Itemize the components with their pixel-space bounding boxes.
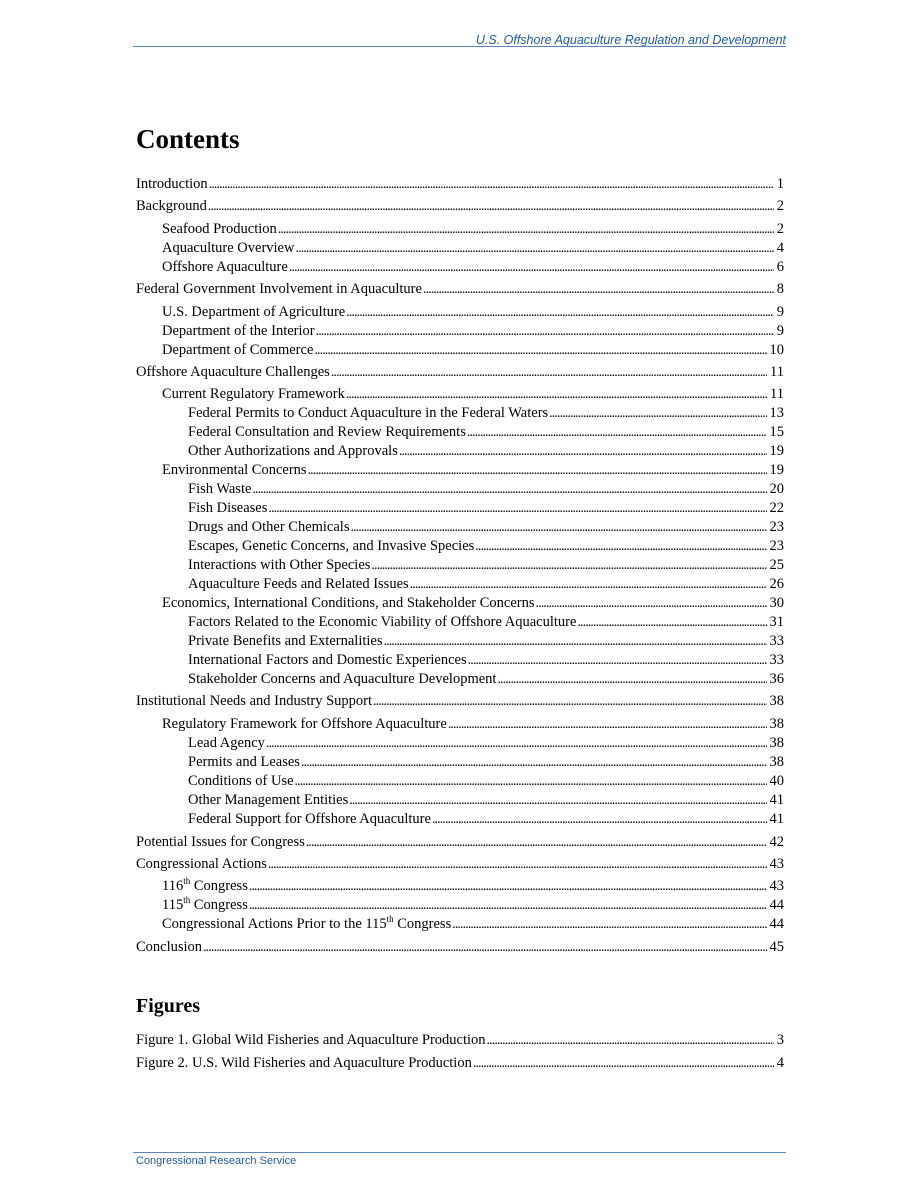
- figure-entry-2[interactable]: Figure 2. U.S. Wild Fisheries and Aquaculture Production . . . 4: [136, 1054, 784, 1073]
- dot-leader: [331, 363, 767, 382]
- running-header: U.S. Offshore Aquaculture Regulation and Development: [475, 33, 786, 47]
- dot-leader: [487, 1031, 774, 1050]
- toc-entry-consultation-review[interactable]: Federal Consultation and Review Requirements . . . 15: [188, 423, 784, 442]
- dot-leader: [346, 385, 767, 404]
- dot-leader: [473, 1054, 774, 1073]
- toc-entry-conclusion[interactable]: Conclusion . . . 45: [136, 938, 784, 957]
- toc-entry-115th-congress[interactable]: 115th Congress . . . 44: [162, 896, 784, 915]
- toc-entry-institutional-needs[interactable]: Institutional Needs and Industry Support . . . 38: [136, 692, 784, 711]
- dot-leader: [316, 322, 774, 341]
- dot-leader: [467, 423, 767, 442]
- toc-entry-potential-issues[interactable]: Potential Issues for Congress . . . 42: [136, 833, 784, 852]
- dot-leader: [452, 915, 766, 934]
- figures-heading: Figures: [136, 995, 201, 1017]
- toc-entry-economic-viability[interactable]: Factors Related to the Economic Viability of Offshore Aquaculture . . . 31: [188, 613, 784, 632]
- dot-leader: [308, 461, 767, 480]
- toc-entry-aquaculture-feeds[interactable]: Aquaculture Feeds and Related Issues . . . 26: [188, 575, 784, 594]
- toc-entry-federal-support[interactable]: Federal Support for Offshore Aquaculture . . . 41: [188, 810, 784, 829]
- dot-leader: [497, 670, 766, 689]
- toc-entry-fish-waste[interactable]: Fish Waste . . . 20: [188, 480, 784, 499]
- figure-entry-1[interactable]: Figure 1. Global Wild Fisheries and Aquaculture Production . . . 3: [136, 1031, 784, 1050]
- dot-leader: [249, 877, 767, 896]
- dot-leader: [577, 613, 766, 632]
- dot-leader: [278, 220, 774, 239]
- dot-leader: [383, 632, 766, 651]
- toc-entry-prior-to-115th[interactable]: Congressional Actions Prior to the 115th Congress . . . 44: [162, 915, 784, 934]
- toc-entry-regulatory-framework-offshore[interactable]: Regulatory Framework for Offshore Aquaculture . . . 38: [162, 715, 784, 734]
- dot-leader: [203, 938, 766, 957]
- toc-entry-current-regulatory-framework[interactable]: Current Regulatory Framework . . . 11: [162, 385, 784, 404]
- dot-leader: [249, 896, 767, 915]
- dot-leader: [410, 575, 767, 594]
- toc-entry-aquaculture-overview[interactable]: Aquaculture Overview . . . 4: [162, 239, 784, 258]
- dot-leader: [295, 772, 767, 791]
- toc-entry-offshore-aquaculture[interactable]: Offshore Aquaculture . . . 6: [162, 258, 784, 277]
- toc-entry-federal-permits[interactable]: Federal Permits to Conduct Aquaculture in the Federal Waters . . . 13: [188, 404, 784, 423]
- dot-leader: [289, 258, 774, 277]
- toc-entry-introduction[interactable]: Introduction . . . 1: [136, 175, 784, 194]
- dot-leader: [349, 791, 766, 810]
- dot-leader: [268, 855, 767, 874]
- dot-leader: [536, 594, 767, 613]
- toc-entry-economics-international[interactable]: Economics, International Conditions, and Stakeholder Concerns . . . 30: [162, 594, 784, 613]
- dot-leader: [252, 480, 766, 499]
- toc-entry-conditions-of-use[interactable]: Conditions of Use . . . 40: [188, 772, 784, 791]
- toc-entry-other-management-entities[interactable]: Other Management Entities . . . 41: [188, 791, 784, 810]
- dot-leader: [549, 404, 766, 423]
- dot-leader: [268, 499, 766, 518]
- dot-leader: [346, 303, 774, 322]
- toc-entry-other-authorizations[interactable]: Other Authorizations and Approvals . . . 19: [188, 442, 784, 461]
- dot-leader: [373, 692, 766, 711]
- toc-entry-permits-leases[interactable]: Permits and Leases . . . 38: [188, 753, 784, 772]
- footer-rule: [133, 1152, 786, 1153]
- dot-leader: [448, 715, 767, 734]
- dot-leader: [468, 651, 767, 670]
- dot-leader: [423, 280, 774, 299]
- header-rule: [133, 46, 786, 47]
- dot-leader: [306, 833, 767, 852]
- footer-publisher: Congressional Research Service: [136, 1155, 297, 1167]
- toc-entry-congressional-actions[interactable]: Congressional Actions . . . 43: [136, 855, 784, 874]
- dot-leader: [208, 197, 774, 216]
- toc-entry-interactions-species[interactable]: Interactions with Other Species . . . 25: [188, 556, 784, 575]
- dot-leader: [371, 556, 766, 575]
- toc-entry-fish-diseases[interactable]: Fish Diseases . . . 22: [188, 499, 784, 518]
- toc-entry-federal-government-involvement[interactable]: Federal Government Involvement in Aquaculture . . . 8: [136, 280, 784, 299]
- dot-leader: [314, 341, 766, 360]
- dot-leader: [399, 442, 767, 461]
- dot-leader: [295, 239, 773, 258]
- dot-leader: [301, 753, 767, 772]
- toc-entry-private-benefits[interactable]: Private Benefits and Externalities . . . 33: [188, 632, 784, 651]
- dot-leader: [350, 518, 766, 537]
- toc-entry-116th-congress[interactable]: 116th Congress . . . 43: [162, 877, 784, 896]
- toc-entry-drugs-chemicals[interactable]: Drugs and Other Chemicals . . . 23: [188, 518, 784, 537]
- toc-entry-interior[interactable]: Department of the Interior . . . 9: [162, 322, 784, 341]
- toc-entry-background[interactable]: Background . . . 2: [136, 197, 784, 216]
- dot-leader: [475, 537, 766, 556]
- toc-entry-international-factors[interactable]: International Factors and Domestic Experiences . . . 33: [188, 651, 784, 670]
- toc-entry-commerce[interactable]: Department of Commerce . . . 10: [162, 341, 784, 360]
- toc-entry-usda[interactable]: U.S. Department of Agriculture . . . 9: [162, 303, 784, 322]
- toc-entry-seafood-production[interactable]: Seafood Production . . . 2: [162, 220, 784, 239]
- contents-heading: Contents: [136, 124, 240, 154]
- toc-entry-lead-agency[interactable]: Lead Agency . . . 38: [188, 734, 784, 753]
- dot-leader: [266, 734, 767, 753]
- toc-entry-escapes-genetic[interactable]: Escapes, Genetic Concerns, and Invasive Species . . . 23: [188, 537, 784, 556]
- dot-leader: [432, 810, 767, 829]
- toc-entry-environmental-concerns[interactable]: Environmental Concerns . . . 19: [162, 461, 784, 480]
- toc-entry-offshore-challenges[interactable]: Offshore Aquaculture Challenges . . . 11: [136, 363, 784, 382]
- dot-leader: [209, 175, 774, 194]
- toc-entry-stakeholder-concerns[interactable]: Stakeholder Concerns and Aquaculture Development . . . 36: [188, 670, 784, 689]
